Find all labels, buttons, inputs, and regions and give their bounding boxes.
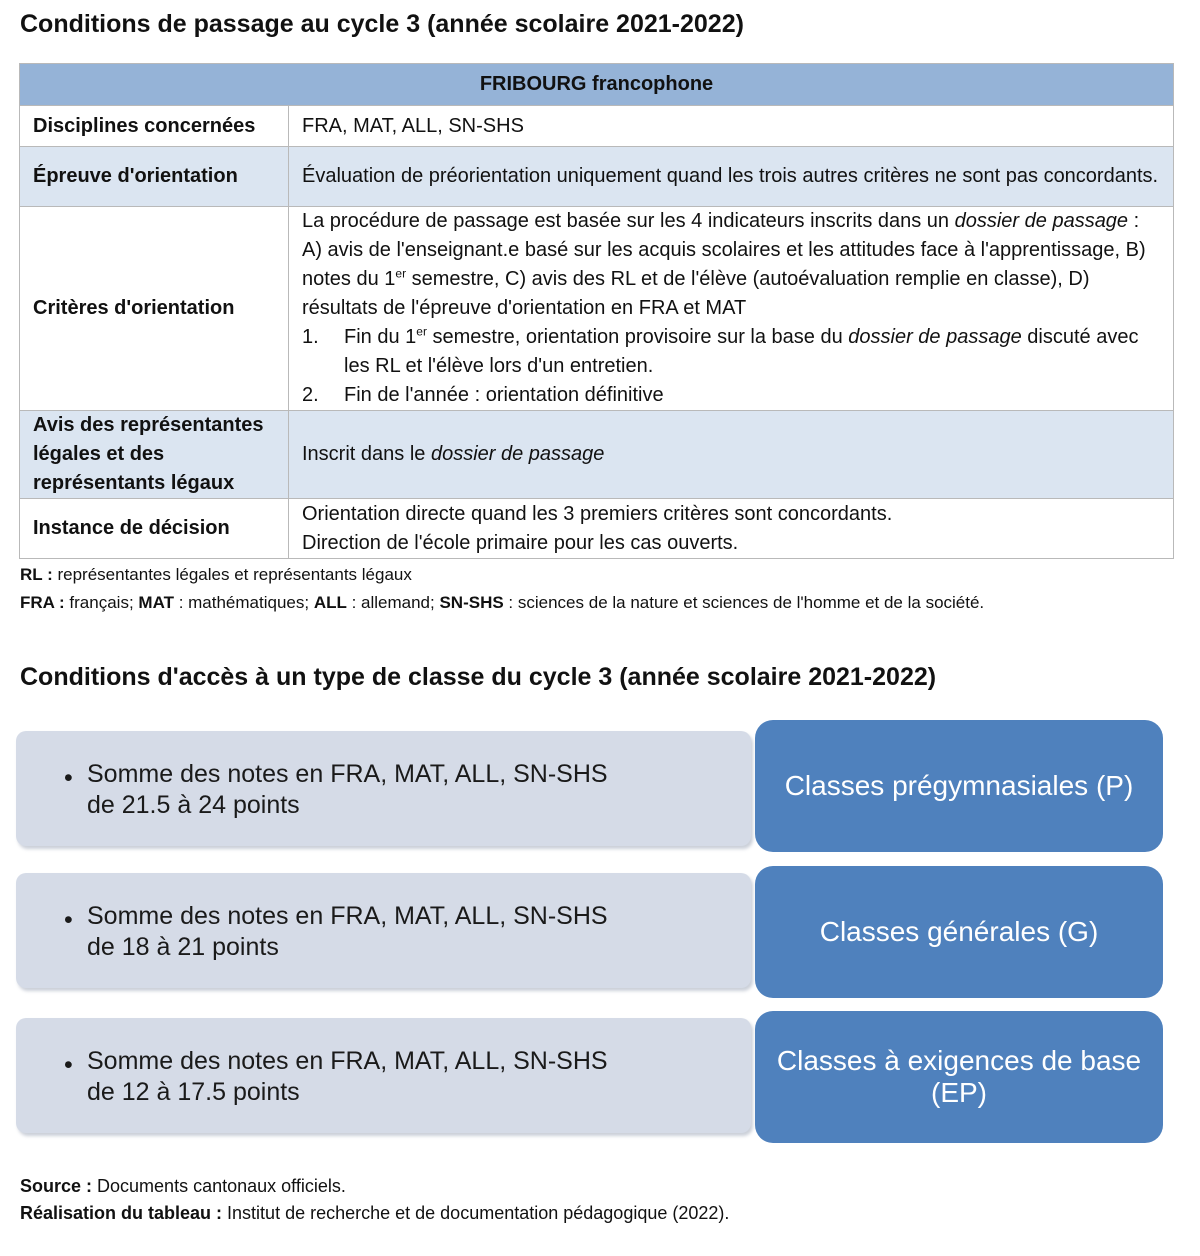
bullet-icon: •	[64, 764, 73, 792]
table-row	[20, 147, 1174, 207]
row-label-instance: Instance de décision	[20, 499, 289, 559]
row-value-instance: Orientation directe quand les 3 premiers critères sont concordants. Direction de l'école primaire pour les cas ouverts.	[289, 499, 1174, 559]
class-box-g: Classes générales (G)	[755, 866, 1163, 998]
source-line: Source : Documents cantonaux officiels.	[20, 1176, 346, 1196]
row-value-disciplines: FRA, MAT, ALL, SN-SHS	[289, 106, 1174, 147]
row-value-criteres	[289, 207, 1174, 411]
row-value-epreuve: Évaluation de préorientation uniquement quand les trois autres critères ne sont pas concordants.	[289, 147, 1174, 207]
bullet-icon: •	[64, 906, 73, 934]
row-value-avis: Inscrit dans le dossier de passage	[289, 411, 1174, 499]
criteria-box-g: • Somme des notes en FRA, MAT, ALL, SN-SHS de 18 à 21 points	[16, 873, 751, 988]
row-label-disciplines: Disciplines concernées	[20, 106, 289, 147]
list-item: 1. Fin du 1er semestre, orientation provisoire sur la base du dossier de passage discuté avec les RL et l'élève lors d'un entretien.	[302, 324, 1139, 377]
row-label-criteres: Critères d'orientation	[20, 207, 289, 411]
class-box-ep: Classes à exigences de base (EP)	[755, 1011, 1163, 1143]
table-row	[20, 499, 1174, 559]
criteria-box-ep: • Somme des notes en FRA, MAT, ALL, SN-SHS de 12 à 17.5 points	[16, 1018, 751, 1133]
class-box-p: Classes prégymnasiales (P)	[755, 720, 1163, 852]
row-label-avis: Avis des représentantes légales et des représentants légaux	[20, 411, 289, 499]
note-subjects: FRA : français; MAT : mathématiques; ALL : allemand; SN-SHS : sciences de la nature et sciences de l'homme et de la société.	[20, 593, 985, 612]
note-rl: RL : représentantes légales et représentants légaux	[20, 565, 412, 584]
section-title-access: Conditions d'accès à un type de classe du cycle 3 (année scolaire 2021-2022)	[20, 663, 937, 691]
criteria-box-p: • Somme des notes en FRA, MAT, ALL, SN-SHS de 21.5 à 24 points	[16, 731, 751, 846]
list-item: 2. Fin de l'année : orientation définitive	[302, 384, 664, 406]
table-row	[20, 411, 1174, 499]
criteres-intro: La procédure de passage est basée sur les 4 indicateurs inscrits dans un dossier de passage : A) avis de l'enseignant.e basé sur les acquis scolaires et les attitudes face à l'apprentissage, B) notes du 1er semestre, C) avis des RL et de l'élève (autoévaluation remplie en classe), D) résultats de l'épreuve d'orientation en FRA et MAT	[302, 210, 1146, 319]
passage-conditions-table	[19, 63, 1174, 559]
table-row	[20, 207, 1174, 411]
table-row	[20, 106, 1174, 147]
source-footer	[20, 1173, 729, 1227]
bullet-icon: •	[64, 1051, 73, 1079]
realisation-line: Réalisation du tableau : Institut de recherche et de documentation pédagogique (2022).	[20, 1203, 730, 1223]
abbreviation-notes	[20, 561, 984, 617]
criteres-steps	[302, 323, 1160, 410]
table-header-canton: FRIBOURG francophone	[20, 64, 1174, 106]
row-label-epreuve: Épreuve d'orientation	[20, 147, 289, 207]
section-title-passage: Conditions de passage au cycle 3 (année scolaire 2021-2022)	[20, 10, 744, 38]
